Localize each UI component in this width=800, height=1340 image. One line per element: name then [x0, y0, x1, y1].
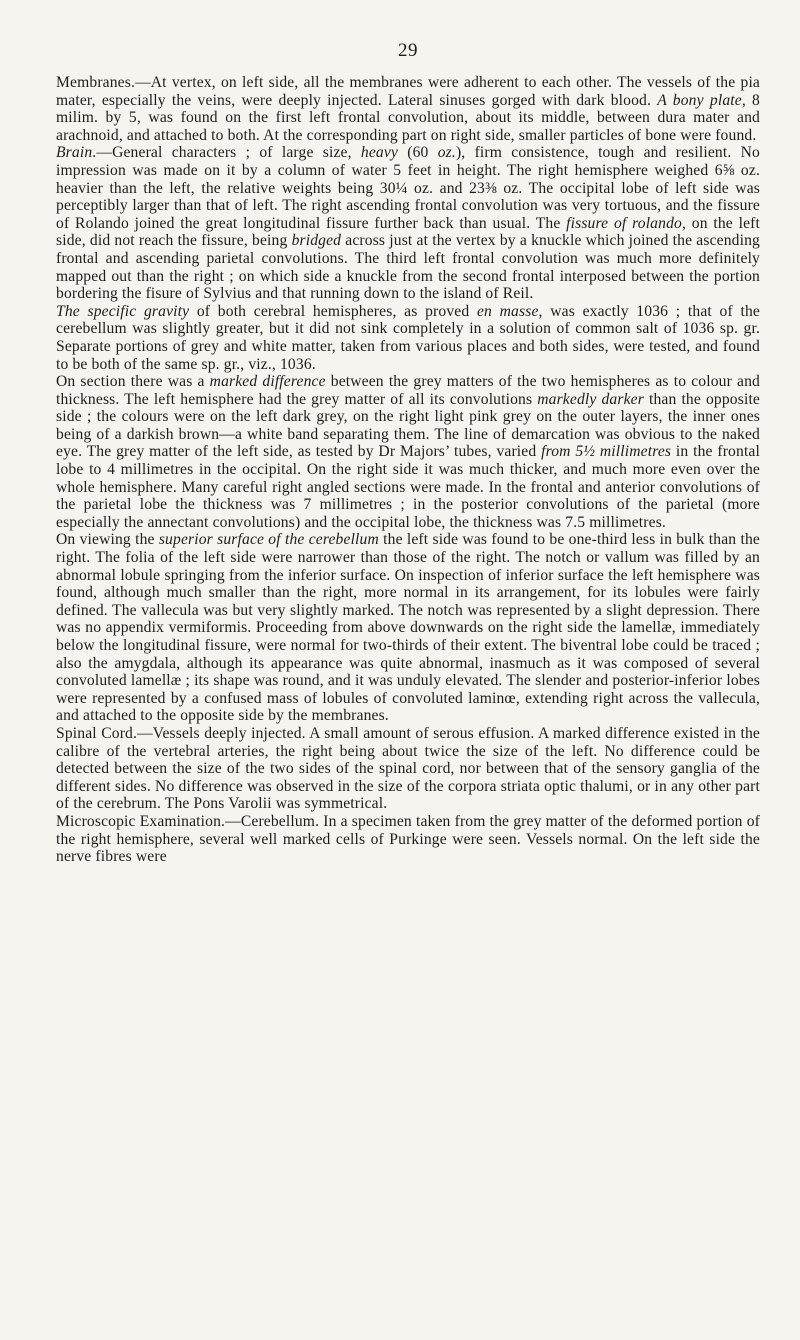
italic-text: en masse — [476, 302, 539, 320]
text-run: ), firm consistence, tough and resilient. No impression was made on it by a column of water 5 feet in height. The right hemisphere weighed 6⅝ oz. heavier than the left, the relative weights being 30¼ oz. and 23⅜ oz. The occipital lobe of left side was perceptibly larger than that of left. The right ascending frontal convolution was very tortuous, and the fissure of Rolando joined the great longitudinal fissure further back than usual. The — [56, 144, 760, 232]
paragraph-brain — [56, 144, 760, 302]
italic-text: fissure of rolando — [566, 214, 682, 232]
paragraph-spinal-cord — [56, 725, 760, 813]
italic-text: markedly darker — [537, 390, 644, 408]
body-text — [56, 74, 760, 866]
italic-text: bridged — [291, 232, 342, 250]
text-run: On section there was a — [56, 373, 210, 391]
paragraph-membranes — [56, 74, 760, 144]
text-run: the left side was found to be one-third less in bulk than the right. The folia of the left side were narrower than those of the right. The notch or vallum was filled by an abnormal lobule springing from the inferior surface. On inspection of inferior surface the left hemisphere was found, although much smaller than the right, more normal in its arrangement, for its lobules were fairly defined. The vallecula was but very slightly marked. The notch was represented by a slight depression. There was no appendix vermiformis. Proceeding from above downwards on the right side the lamellæ, immediately below the longitudinal fissure, were normal for two-thirds of their extent. The biventral lobe could be traced ; also the amygdala, although its appearance was quite abnormal, inasmuch as it was composed of several convoluted lamellæ ; its shape was round, and it was unduly elevated. The slender and posterior-inferior lobes were represented by a confused mass of lobules of convoluted laminœ, extending right across the vallecula, and attached to the opposite side by the membranes. — [56, 531, 760, 725]
paragraph-section — [56, 373, 760, 531]
text-run: than the opposite side ; the colours were on the left dark grey, on the right light pink grey on the outer layers, the inner ones being of a darkish brown—a white band separating them. The line of demarcation was obvious to the naked eye. The grey matter of the left side, as tested by Dr Majors’ tubes, varied — [56, 390, 761, 461]
text-run: (60 — [398, 144, 438, 162]
italic-text: The specific gravity — [56, 302, 190, 320]
italic-text: superior surface of the cerebellum — [158, 531, 379, 549]
text-run: of both cerebral hemispheres, as proved — [189, 302, 477, 320]
page-number: 29 — [398, 40, 418, 61]
italic-text: heavy — [360, 144, 398, 162]
italic-text: A bony plate — [657, 91, 742, 109]
text-run: , was exactly 1036 ; that of the cerebellum was slightly greater, but it did not sink completely in a solution of common salt of 1036 sp. gr. Separate portions of grey and white matter, taken from various places and both sides, were tested, and found to be both of the same sp. gr., viz., 1036. — [56, 302, 760, 373]
text-run: , on the left side, did not reach the fissure, being — [56, 214, 760, 250]
paragraph-microscopic — [56, 813, 760, 866]
italic-text: marked difference — [209, 373, 326, 391]
italic-text: from 5½ millimetres — [541, 443, 672, 461]
text-run: .—General characters ; of large size, — [92, 144, 361, 162]
text-run: Microscopic Examination.—Cerebellum. In a specimen taken from the grey matter of the deformed portion of the right hemisphere, several well marked cells of Purkinge were seen. Vessels normal. On the left side the nerve fibres were — [56, 812, 760, 866]
text-run: between the grey matters of the two hemispheres as to colour and thickness. The left hemisphere had the grey matter of all its convolutions — [56, 373, 760, 408]
italic-text: Brain — [56, 144, 93, 162]
text-run: across just at the vertex by a knuckle which joined the ascending frontal and ascending parietal convolutions. The third left frontal convolution was much more definitely mapped out than the right ; on which side a knuckle from the second frontal interposed between the portion bordering the fisure of Sylvius and that running down to the island of Reil. — [56, 232, 761, 303]
text-run: On viewing the — [56, 531, 159, 549]
text-run: Membranes.—At vertex, on left side, all the membranes were adherent to each other. The vessels of the pia mater, especially the veins, were deeply injected. Lateral sinuses gorged with dark blood. — [56, 74, 760, 109]
text-run: in the frontal lobe to 4 millimetres in the occipital. On the right side it was much thicker, and much more even over the whole hemisphere. Many careful right angled sections were made. In the frontal and anterior convolutions of the parietal lobe the thickness was 7 millimetres ; in the posterior convolutions of the parietal (more especially the annectant convolutions) and the occipital lobe, the thickness was 7.5 millimetres. — [56, 443, 760, 531]
italic-text: oz. — [437, 144, 456, 162]
paragraph-cerebellum — [56, 531, 760, 725]
text-run: , 8 milim. by 5, was found on the first left frontal convolution, about its middle, between dura mater and arachnoid, and attached to both. At the corresponding part on right side, smaller particles of bone were found. — [56, 91, 761, 144]
text-run: Spinal Cord.—Vessels deeply injected. A small amount of serous effusion. A marked difference existed in the calibre of the vertebral arteries, the right being about twice the size of the left. No difference could be detected between the size of the two sides of the spinal cord, nor between that of the sensory ganglia of the different sides. No difference was observed in the size of the corpora striata optic thalumi, or in any other part of the cerebrum. The Pons Varolii was symmetrical. — [56, 724, 760, 813]
paragraph-specific-gravity — [56, 303, 760, 373]
